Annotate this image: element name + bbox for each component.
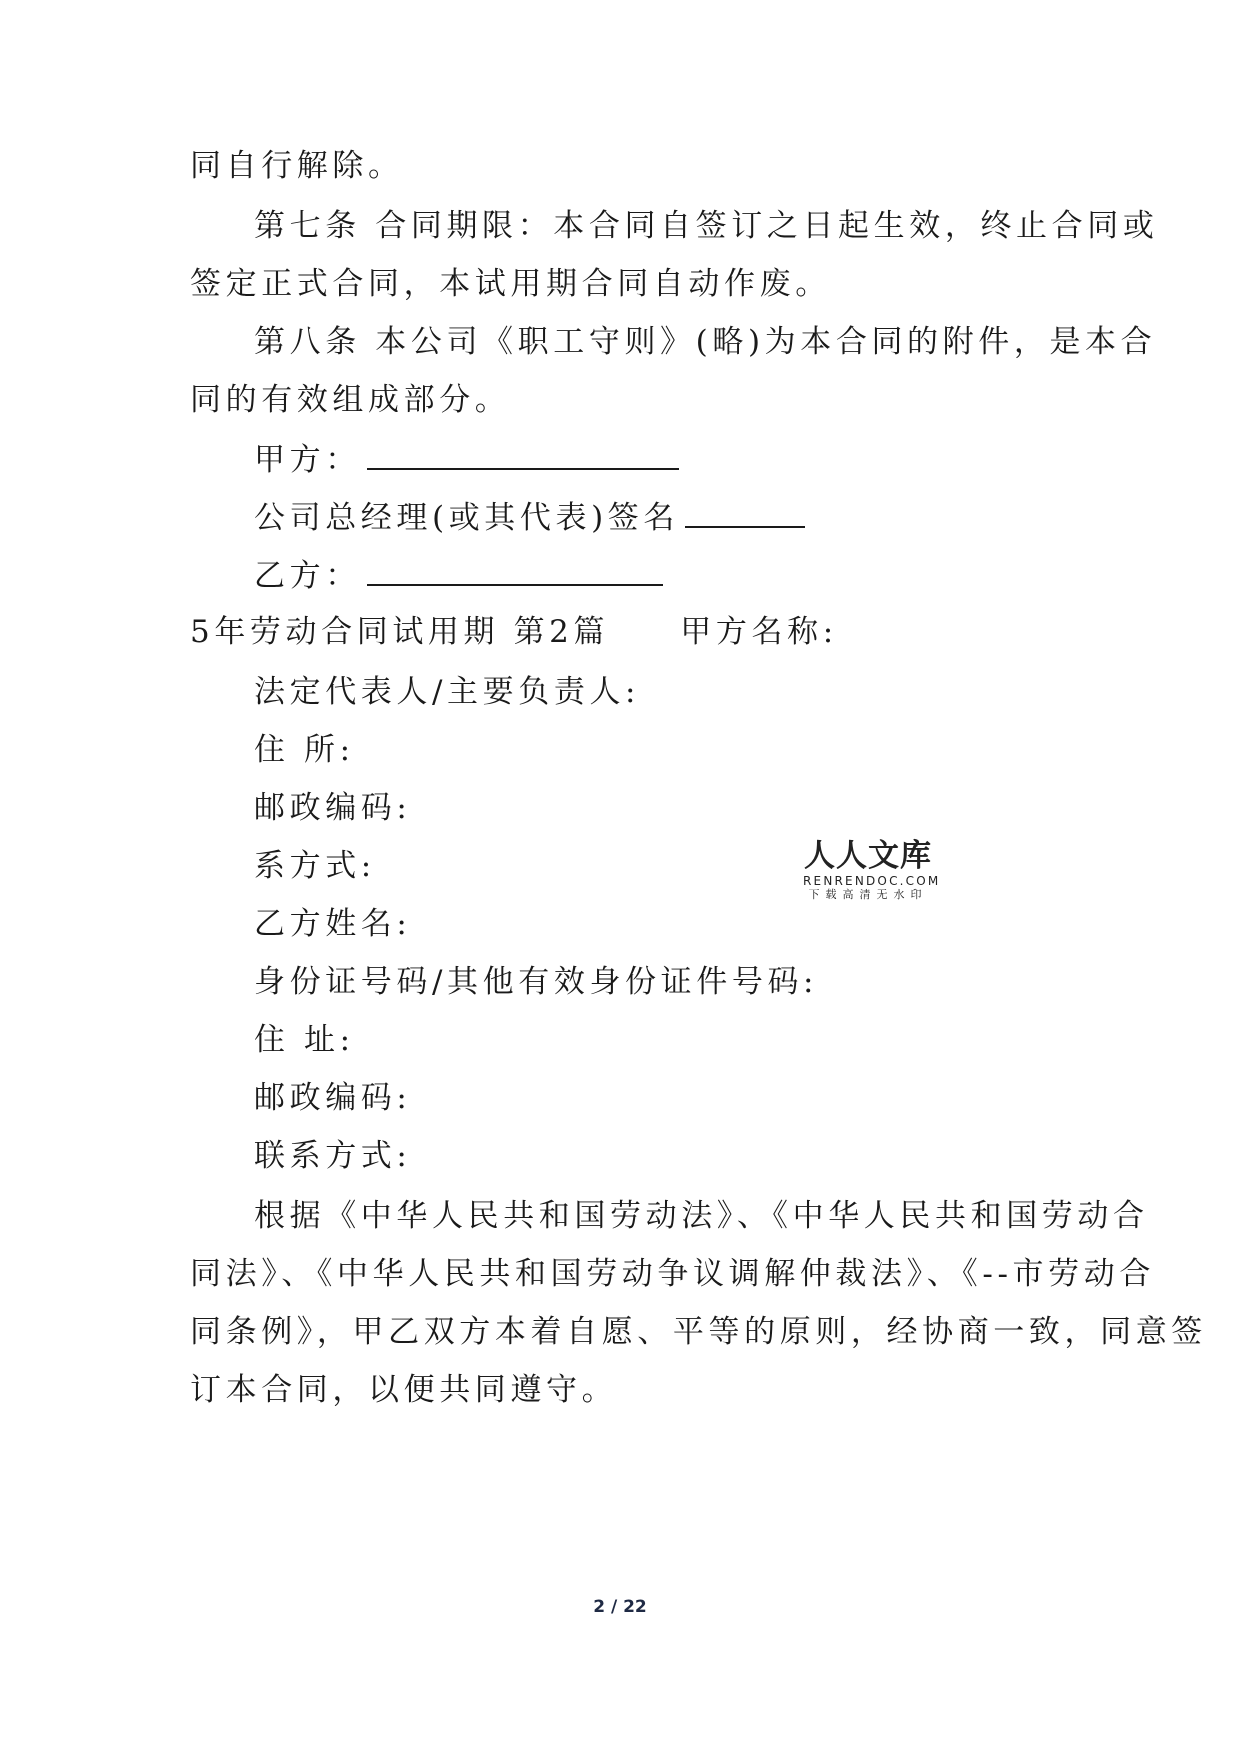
section-heading: 5年劳动合同试用期 第2篇 甲方名称: bbox=[190, 614, 838, 650]
paragraph-line: 同的有效组成部分。 bbox=[190, 382, 511, 418]
form-field: 系方式: bbox=[254, 848, 376, 884]
gm-sign-label: 公司总经理(或其代表)签名 bbox=[254, 500, 679, 536]
party-b-blank bbox=[367, 556, 663, 586]
gm-signature-line bbox=[254, 498, 805, 538]
party-a-signature-line bbox=[254, 440, 679, 480]
form-field: 住 址: bbox=[254, 1022, 355, 1058]
party-a-blank bbox=[367, 440, 679, 470]
watermark-tagline: 下载高清无水印 bbox=[808, 888, 928, 901]
closing-paragraph-line: 同法》、《中华人民共和国劳动争议调解仲裁法》、《--市劳动合 bbox=[190, 1256, 1155, 1292]
watermark-domain: RENRENDOC.COM bbox=[803, 874, 941, 888]
page-number: 2 / 22 bbox=[593, 1597, 647, 1617]
form-field: 身份证号码/其他有效身份证件号码: bbox=[254, 964, 819, 1000]
party-b-label: 乙方： bbox=[254, 558, 361, 594]
article-8-line: 第八条 本公司《职工守则》(略)为本合同的附件，是本合 bbox=[254, 324, 1157, 360]
party-b-signature-line bbox=[254, 556, 663, 596]
paragraph-line: 签定正式合同，本试用期合同自动作废。 bbox=[190, 266, 831, 302]
form-field: 邮政编码: bbox=[254, 790, 412, 826]
article-7-line: 第七条 合同期限：本合同自签订之日起生效，终止合同或 bbox=[254, 208, 1159, 244]
form-field: 住 所: bbox=[254, 732, 355, 768]
closing-paragraph-line: 订本合同，以便共同遵守。 bbox=[190, 1372, 618, 1408]
gm-sign-blank bbox=[685, 498, 805, 528]
paragraph-line: 同自行解除。 bbox=[190, 148, 404, 184]
closing-paragraph-line: 根据《中华人民共和国劳动法》、《中华人民共和国劳动合 bbox=[254, 1198, 1149, 1234]
party-a-label: 甲方： bbox=[254, 442, 361, 478]
form-field: 法定代表人/主要负责人: bbox=[254, 674, 641, 710]
closing-paragraph-line: 同条例》，甲乙双方本着自愿、平等的原则，经协商一致，同意签 bbox=[190, 1314, 1207, 1350]
renrendoc-watermark-logo bbox=[803, 838, 941, 902]
form-field: 联系方式: bbox=[254, 1138, 412, 1174]
form-field: 乙方姓名: bbox=[254, 906, 412, 942]
watermark-title: 人人文库 bbox=[804, 838, 932, 874]
form-field: 邮政编码: bbox=[254, 1080, 412, 1116]
